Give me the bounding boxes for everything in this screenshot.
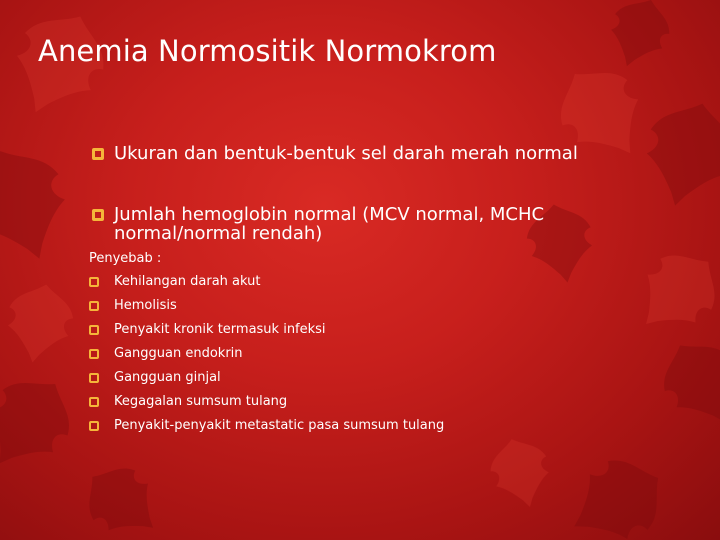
- cause-text: Kegagalan sumsum tulang: [114, 394, 288, 409]
- cause-text: Gangguan ginjal: [114, 370, 221, 385]
- leaf-icon: [484, 432, 558, 515]
- list-item: [89, 370, 444, 394]
- hollow-square-bullet-icon: [92, 209, 104, 221]
- list-item: [89, 322, 444, 346]
- hollow-square-bullet-icon: [89, 301, 99, 311]
- hollow-square-bullet-icon: [89, 373, 99, 383]
- leaf-icon: [0, 361, 88, 486]
- hollow-square-bullet-icon: [89, 325, 99, 335]
- main-point-text: Jumlah hemoglobin normal (MCV normal, MCHC normal/normal rendah): [114, 204, 545, 244]
- hollow-square-bullet-icon: [89, 397, 99, 407]
- hollow-square-bullet-icon: [89, 349, 99, 359]
- main-point: [92, 205, 652, 243]
- leaf-icon: [649, 327, 720, 439]
- hollow-square-bullet-icon: [89, 421, 99, 431]
- leaf-icon: [554, 444, 677, 540]
- cause-text: Hemolisis: [114, 298, 177, 313]
- causes-list: [89, 274, 444, 442]
- slide-title: Anemia Normositik Normokrom: [38, 34, 497, 68]
- leaf-icon: [0, 135, 83, 275]
- cause-text: Penyakit kronik termasuk infeksi: [114, 322, 326, 337]
- cause-text: Penyakit-penyakit metastatic pasa sumsum tulang: [114, 418, 445, 433]
- leaf-icon: [72, 452, 174, 540]
- hollow-square-bullet-icon: [92, 148, 104, 160]
- hollow-square-bullet-icon: [89, 277, 99, 287]
- list-item: [89, 274, 444, 298]
- list-item: [89, 394, 444, 418]
- main-point-text: Ukuran dan bentuk-bentuk sel darah merah normal: [114, 143, 578, 164]
- list-item: [89, 418, 444, 442]
- causes-heading: Penyebab :: [89, 251, 162, 266]
- cause-text: Kehilangan darah akut: [114, 274, 261, 289]
- leaf-icon: [621, 236, 720, 349]
- list-item: [89, 346, 444, 370]
- list-item: [89, 298, 444, 322]
- leaf-icon: [1, 279, 79, 368]
- leaf-icon: [600, 0, 678, 76]
- main-point: [92, 144, 652, 163]
- cause-text: Gangguan endokrin: [114, 346, 243, 361]
